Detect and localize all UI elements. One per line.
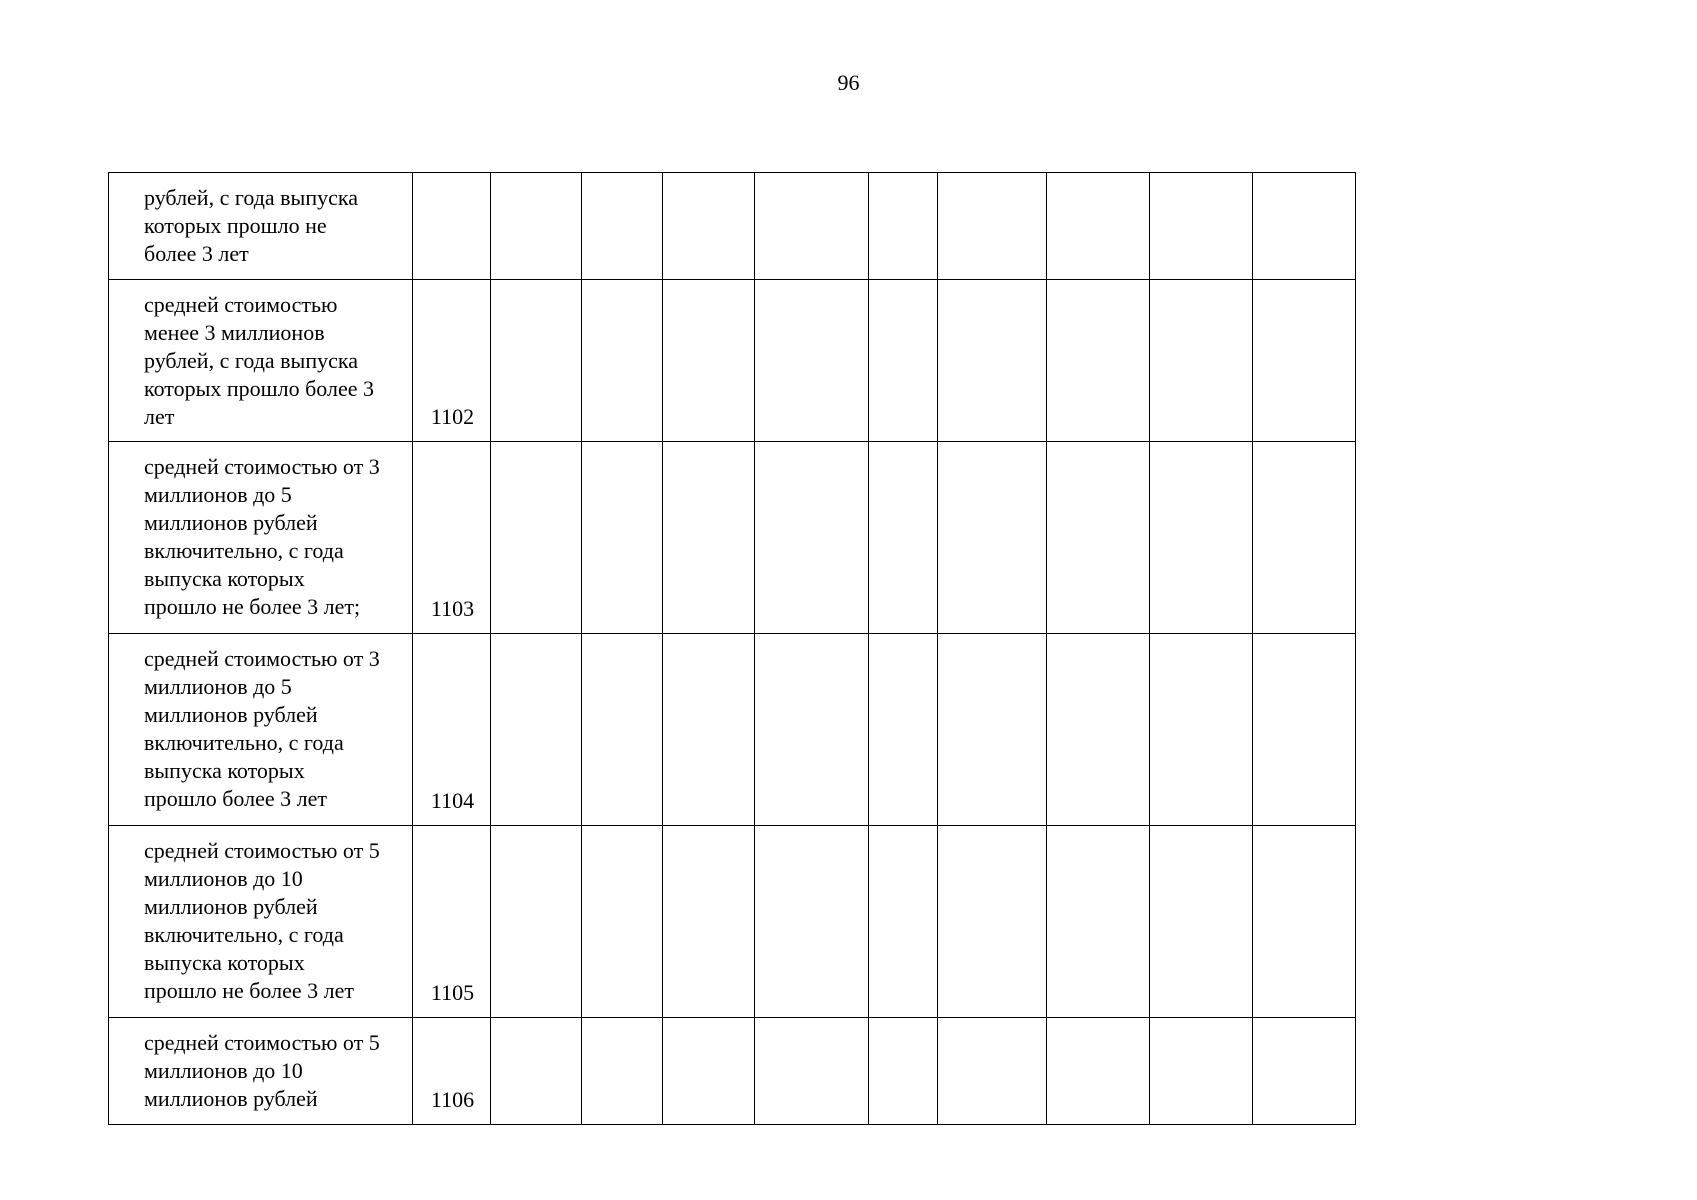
description-line: лет [144, 404, 175, 429]
empty-value-cell [1253, 173, 1356, 280]
empty-value-cell [755, 173, 869, 280]
description-line: миллионов до 10 [144, 866, 303, 891]
empty-value-cell [663, 442, 755, 634]
empty-value-cell [869, 826, 938, 1018]
row-description-cell [109, 826, 413, 1018]
empty-value-cell [582, 634, 663, 826]
empty-value-cell [1150, 634, 1253, 826]
table-row [109, 442, 1356, 634]
row-description-cell [109, 280, 413, 442]
empty-value-cell [1253, 280, 1356, 442]
description-line: выпуска которых [144, 950, 305, 975]
row-code: 1105 [430, 980, 475, 1005]
empty-value-cell [938, 1018, 1047, 1125]
vehicle-cost-table [108, 172, 1356, 1125]
empty-value-cell [663, 280, 755, 442]
empty-value-cell [491, 280, 582, 442]
description-line: выпуска которых [144, 758, 305, 783]
description-line: средней стоимостью от 5 [144, 838, 380, 863]
empty-value-cell [582, 280, 663, 442]
empty-value-cell [938, 173, 1047, 280]
empty-value-cell [582, 1018, 663, 1125]
row-code: 1104 [430, 788, 475, 813]
description-line: прошло не более 3 лет; [144, 594, 361, 619]
empty-value-cell [755, 280, 869, 442]
row-code-cell [413, 1018, 491, 1125]
description-line: выпуска которых [144, 566, 305, 591]
empty-value-cell [1150, 442, 1253, 634]
row-description-cell [109, 442, 413, 634]
empty-value-cell [938, 280, 1047, 442]
row-code-cell [413, 634, 491, 826]
row-code: 1103 [430, 596, 475, 621]
empty-value-cell [491, 1018, 582, 1125]
empty-value-cell [491, 173, 582, 280]
empty-value-cell [1150, 1018, 1253, 1125]
table-row [109, 826, 1356, 1018]
empty-value-cell [755, 826, 869, 1018]
description-line: прошло не более 3 лет [144, 978, 354, 1003]
row-code-cell [413, 173, 491, 280]
description-line: миллионов до 10 [144, 1058, 303, 1083]
empty-value-cell [869, 173, 938, 280]
empty-value-cell [938, 442, 1047, 634]
empty-value-cell [1047, 280, 1150, 442]
description-line: миллионов рублей [144, 702, 318, 727]
empty-value-cell [491, 442, 582, 634]
empty-value-cell [755, 1018, 869, 1125]
empty-value-cell [1253, 1018, 1356, 1125]
empty-value-cell [663, 1018, 755, 1125]
empty-value-cell [1047, 1018, 1150, 1125]
empty-value-cell [582, 826, 663, 1018]
row-code-cell [413, 442, 491, 634]
empty-value-cell [491, 634, 582, 826]
table-row [109, 173, 1356, 280]
description-line: более 3 лет [144, 241, 249, 266]
row-description-cell [109, 634, 413, 826]
empty-value-cell [755, 634, 869, 826]
description-line: миллионов до 5 [144, 674, 292, 699]
description-line: средней стоимостью [144, 292, 338, 317]
description-line: миллионов до 5 [144, 482, 292, 507]
row-code: 1102 [430, 404, 475, 429]
description-line: включительно, с года [144, 538, 344, 563]
description-line: которых прошло не [144, 213, 327, 238]
empty-value-cell [1047, 173, 1150, 280]
empty-value-cell [663, 826, 755, 1018]
empty-value-cell [869, 442, 938, 634]
empty-value-cell [582, 173, 663, 280]
description-line: которых прошло более 3 [144, 376, 374, 401]
empty-value-cell [1150, 826, 1253, 1018]
empty-value-cell [755, 442, 869, 634]
empty-value-cell [869, 280, 938, 442]
description-line: рублей, с года выпуска [144, 348, 358, 373]
empty-value-cell [582, 442, 663, 634]
table-row [109, 1018, 1356, 1125]
empty-value-cell [1047, 442, 1150, 634]
empty-value-cell [938, 826, 1047, 1018]
table-row [109, 634, 1356, 826]
description-line: миллионов рублей [144, 894, 318, 919]
row-description-cell [109, 173, 413, 280]
empty-value-cell [1253, 442, 1356, 634]
empty-value-cell [1047, 826, 1150, 1018]
empty-value-cell [869, 634, 938, 826]
empty-value-cell [1047, 634, 1150, 826]
row-code-cell [413, 280, 491, 442]
description-line: прошло более 3 лет [144, 786, 327, 811]
empty-value-cell [663, 634, 755, 826]
row-code: 1106 [430, 1087, 475, 1112]
description-line: рублей, с года выпуска [144, 185, 358, 210]
empty-value-cell [869, 1018, 938, 1125]
empty-value-cell [1253, 826, 1356, 1018]
description-line: средней стоимостью от 3 [144, 454, 380, 479]
empty-value-cell [491, 826, 582, 1018]
description-line: средней стоимостью от 3 [144, 646, 380, 671]
table-row [109, 280, 1356, 442]
page-number: 96 [837, 70, 860, 95]
description-line: включительно, с года [144, 730, 344, 755]
description-line: включительно, с года [144, 922, 344, 947]
empty-value-cell [663, 173, 755, 280]
empty-value-cell [1150, 173, 1253, 280]
row-description-cell [109, 1018, 413, 1125]
description-line: миллионов рублей [144, 1086, 318, 1111]
description-line: средней стоимостью от 5 [144, 1030, 380, 1055]
empty-value-cell [1150, 280, 1253, 442]
description-line: миллионов рублей [144, 510, 318, 535]
empty-value-cell [1253, 634, 1356, 826]
description-line: менее 3 миллионов [144, 320, 325, 345]
row-code-cell [413, 826, 491, 1018]
empty-value-cell [938, 634, 1047, 826]
